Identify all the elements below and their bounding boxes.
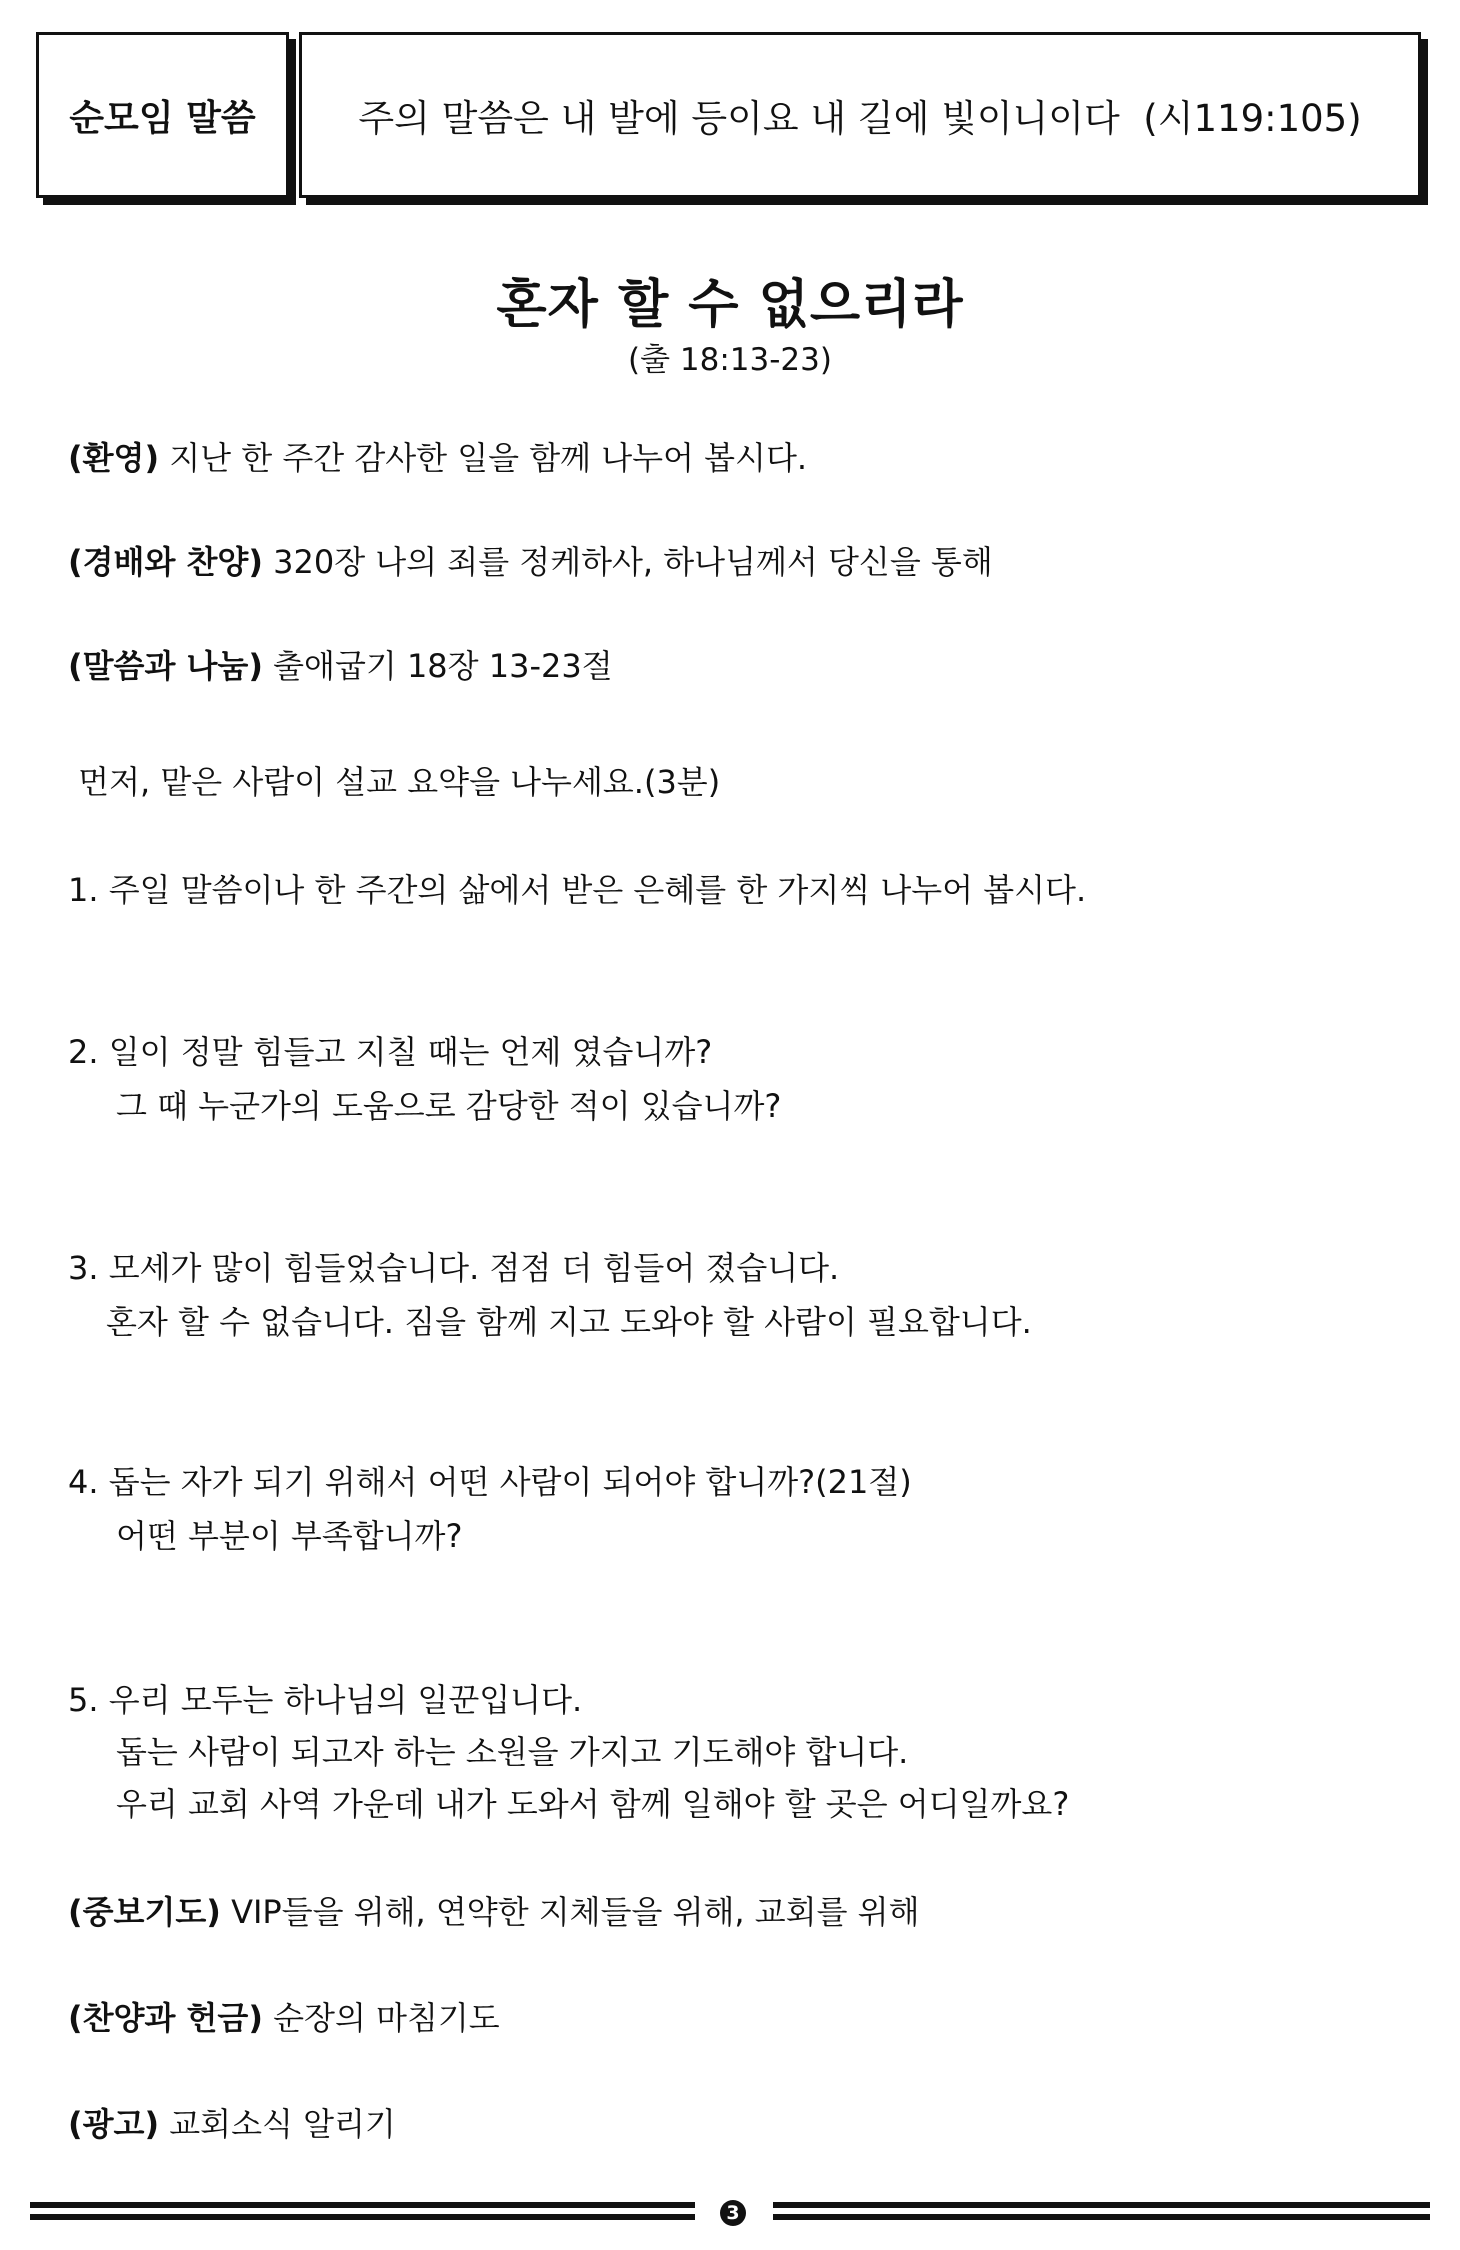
word-line bbox=[68, 646, 613, 686]
offering-text: 순장의 마침기도 bbox=[262, 1999, 500, 2037]
prayer-text: VIP들을 위해, 연약한 지체들을 위해, 교회를 위해 bbox=[220, 1893, 920, 1931]
worship-text: 320장 나의 죄를 정케하사, 하나님께서 당신을 통해 bbox=[262, 543, 993, 581]
welcome-tag: (환영) bbox=[68, 439, 160, 477]
prayer-tag: (중보기도) bbox=[68, 1893, 221, 1931]
word-text: 출애굽기 18장 13-23절 bbox=[262, 647, 613, 685]
page-title: 혼자 할 수 없으리라 bbox=[496, 275, 964, 335]
prayer-line bbox=[68, 1892, 920, 1932]
word-tag: (말씀과 나눔) bbox=[68, 647, 263, 685]
question-5-sub-2: 우리 교회 사역 가운데 내가 도와서 함께 일해야 할 곳은 어디일까요? bbox=[116, 1785, 1070, 1823]
question-3: 3. 모세가 많이 힘들었습니다. 점점 더 힘들어 졌습니다. bbox=[68, 1249, 840, 1287]
notice-line bbox=[68, 2104, 396, 2144]
offering-tag: (찬양과 헌금) bbox=[68, 1999, 263, 2037]
question-4: 4. 돕는 자가 되기 위해서 어떤 사람이 되어야 합니까?(21절) bbox=[68, 1463, 912, 1501]
footer-rule bbox=[773, 2214, 1430, 2220]
header-verse: 주의 말씀은 내 발에 등이요 내 길에 빛이니이다 (시119:105) bbox=[358, 97, 1362, 140]
header-label: 순모임 말씀 bbox=[69, 97, 256, 139]
notice-text: 교회소식 알리기 bbox=[159, 2105, 396, 2143]
question-5: 5. 우리 모두는 하나님의 일꾼입니다. bbox=[68, 1681, 583, 1719]
intro-line: 먼저, 맡은 사람이 설교 요약을 나누세요.(3분) bbox=[68, 763, 721, 801]
welcome-line bbox=[68, 438, 807, 478]
notice-tag: (광고) bbox=[68, 2105, 160, 2143]
footer-bar bbox=[30, 2200, 1430, 2226]
offering-line bbox=[68, 1998, 500, 2038]
header-label-box bbox=[36, 32, 289, 198]
footer-rule bbox=[30, 2202, 695, 2208]
question-3-sub: 혼자 할 수 없습니다. 짐을 함께 지고 도와야 할 사람이 필요합니다. bbox=[106, 1303, 1032, 1341]
question-5-sub-1: 돕는 사람이 되고자 하는 소원을 가지고 기도해야 합니다. bbox=[116, 1733, 909, 1771]
question-1: 1. 주일 말씀이나 한 주간의 삶에서 받은 은혜를 한 가지씩 나누어 봅시다. bbox=[68, 871, 1087, 909]
scripture-reference: (출 18:13-23) bbox=[628, 342, 832, 378]
page-number: 3 bbox=[720, 2200, 746, 2226]
worship-tag: (경배와 찬양) bbox=[68, 543, 263, 581]
footer-rule bbox=[773, 2202, 1430, 2208]
header-verse-box bbox=[299, 32, 1421, 198]
question-4-sub: 어떤 부분이 부족합니까? bbox=[116, 1517, 463, 1555]
worship-line bbox=[68, 542, 993, 582]
question-2: 2. 일이 정말 힘들고 지칠 때는 언제 였습니까? bbox=[68, 1033, 713, 1071]
welcome-text: 지난 한 주간 감사한 일을 함께 나누어 봅시다. bbox=[159, 439, 808, 477]
footer-rule bbox=[30, 2214, 695, 2220]
question-2-sub: 그 때 누군가의 도움으로 감당한 적이 있습니까? bbox=[116, 1087, 782, 1125]
